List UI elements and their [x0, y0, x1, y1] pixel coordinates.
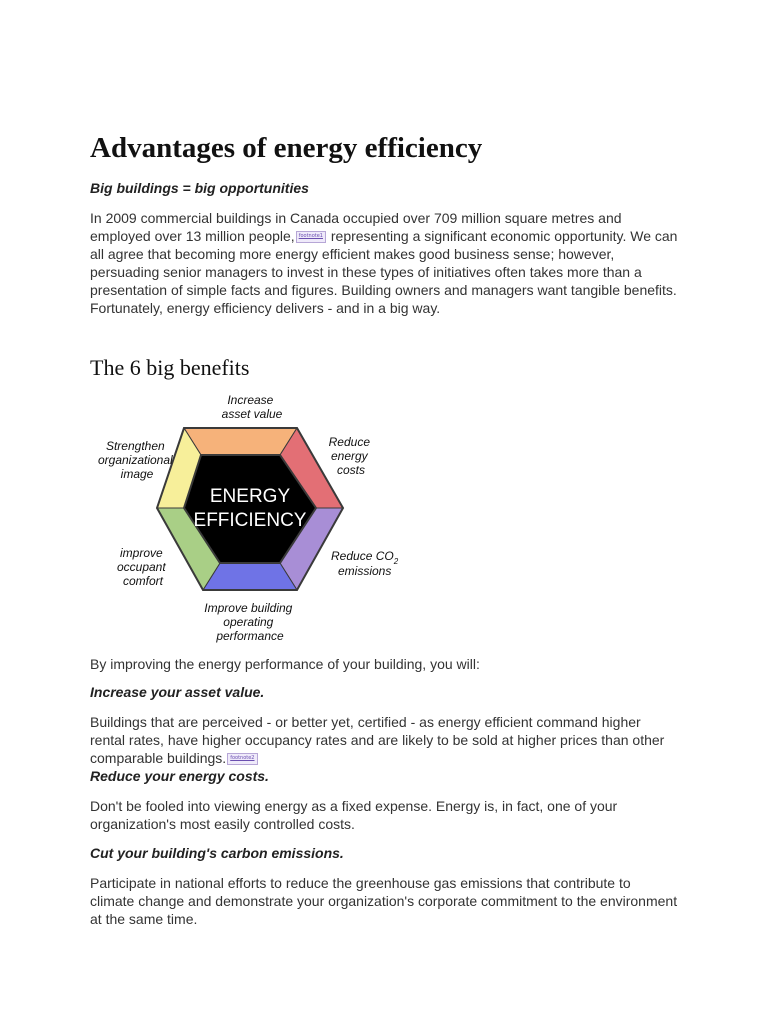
- label-upper-left: [98, 439, 176, 481]
- label-bottom-line2: operating: [223, 615, 274, 629]
- label-lower-left-line3: comfort: [122, 574, 164, 588]
- label-lower-right-subscript: 2: [393, 557, 399, 566]
- label-upper-left-line3: image: [120, 467, 154, 481]
- lead-in-text: By improving the energy performance of your building, you will:: [90, 656, 480, 672]
- label-lower-left-line1: improve: [119, 546, 163, 560]
- center-label-line1: ENERGY: [209, 486, 291, 507]
- label-lower-left: [117, 546, 169, 588]
- label-upper-right-line2: energy: [330, 449, 368, 463]
- label-lower-left-line2: occupant: [116, 560, 166, 574]
- energy-efficiency-hexagon-diagram: [90, 385, 420, 650]
- footnote2-link[interactable]: footnote2: [227, 753, 257, 765]
- benefit-text-asset-value: [90, 713, 678, 767]
- page-title: Advantages of energy efficiency: [90, 132, 483, 164]
- center-label-line2: EFFICIENCY: [193, 510, 307, 531]
- label-top: [222, 393, 283, 421]
- label-top-line2: asset value: [221, 407, 283, 421]
- label-lower-right-main: Reduce CO: [331, 549, 394, 563]
- benefit-text-carbon-emissions: Participate in national efforts to reduce the greenhouse gas emissions that contribute to climate change and demonstrate your organization's corporate commitment to the environment at the same time.: [90, 875, 678, 927]
- label-top-line1: Increase: [227, 393, 274, 407]
- benefit-heading-energy-costs: Reduce your energy costs.: [90, 768, 269, 784]
- label-upper-right: [329, 435, 374, 477]
- benefit-heading-carbon-emissions: Cut your building's carbon emissions.: [90, 845, 344, 861]
- label-bottom: [204, 601, 295, 643]
- footnote1-link[interactable]: footnote1: [296, 231, 326, 243]
- intro-heading: Big buildings = big opportunities: [90, 180, 309, 196]
- label-bottom-line3: performance: [216, 629, 284, 643]
- benefits-heading: The 6 big benefits: [90, 355, 250, 380]
- label-upper-left-line1: Strengthen: [105, 439, 165, 453]
- label-upper-right-line1: Reduce: [328, 435, 371, 449]
- intro-text-part1: In 2009 commercial buildings in Canada occupied over 709 million square metres and employed over 13 million people,: [90, 210, 622, 244]
- benefit-heading-asset-value: Increase your asset value.: [90, 684, 265, 700]
- label-upper-right-line3: costs: [336, 463, 366, 477]
- intro-paragraph: [90, 209, 678, 317]
- benefit-text-asset-value-body: Buildings that are perceived - or better yet, certified - as energy efficient command higher rental rates, have higher occupancy rates and are likely to be sold at higher prices than other comparable buildings.: [90, 714, 665, 766]
- hex-segment-top: [184, 428, 297, 455]
- label-upper-left-line2: organizational: [97, 453, 173, 467]
- intro-text-part2: representing a significant economic opportunity. We can all agree that becoming more energy efficient makes good business sense; however, persuading senior managers to invest in these types of initiatives often takes more than a presentation of simple facts and figures. Building owners and managers want tangible benefits. Fortunately, energy efficiency delivers - and in a big way.: [90, 228, 678, 316]
- label-lower-right-line2: emissions: [338, 564, 392, 578]
- label-bottom-line1: Improve building: [204, 601, 293, 615]
- benefit-text-energy-costs: Don't be fooled into viewing energy as a fixed expense. Energy is, in fact, one of your organization's most easily controlled costs.: [90, 798, 618, 832]
